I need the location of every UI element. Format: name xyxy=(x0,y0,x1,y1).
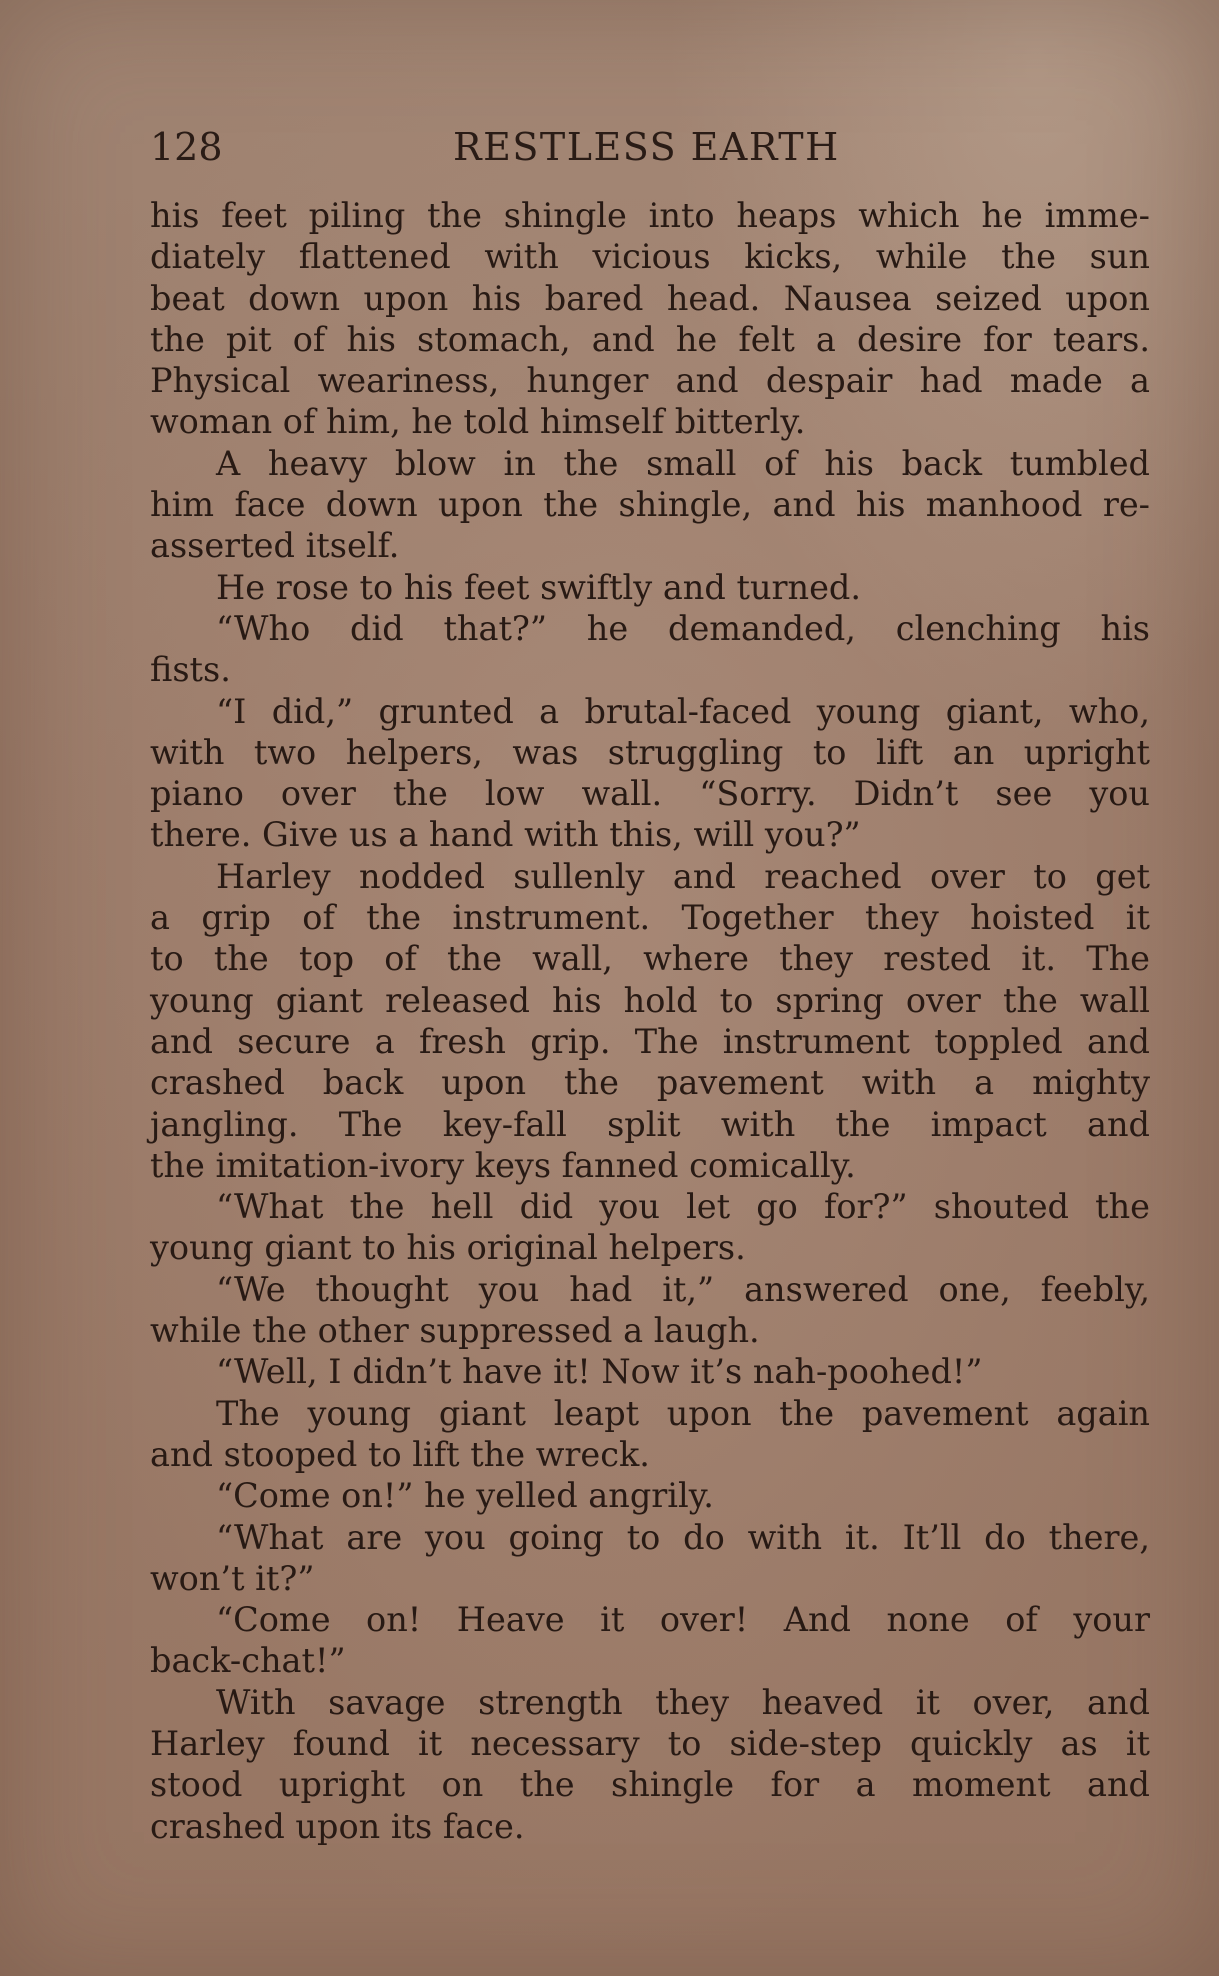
text-line: jangling. The key-fall split with the impact and xyxy=(150,1104,1150,1144)
text-line: fists. xyxy=(150,650,231,690)
text-line: young giant released his hold to spring over the wall xyxy=(150,980,1150,1020)
text-line: Harley found it necessary to side-step quickly as it xyxy=(150,1723,1150,1763)
text-line: and secure a fresh grip. The instrument toppled and xyxy=(150,1021,1150,1061)
text-line: there. Give us a hand with this, will you?” xyxy=(150,815,861,855)
text-line: “Who did that?” he demanded, clenching his xyxy=(216,608,1150,648)
page-number: 128 xyxy=(150,125,223,169)
text-line: “We thought you had it,” answered one, feebly, xyxy=(216,1269,1150,1309)
text-line: won’t it?” xyxy=(150,1558,315,1598)
text-line: With savage strength they heaved it over, and xyxy=(216,1682,1150,1722)
text-line: to the top of the wall, where they rested it. The xyxy=(150,939,1150,979)
text-line: “What are you going to do with it. It’ll do there, xyxy=(216,1517,1150,1557)
text-line: his feet piling the shingle into heaps which he imme- xyxy=(150,196,1150,235)
running-head: RESTLESS EARTH xyxy=(453,125,840,169)
text-line: Harley nodded sullenly and reached over to get xyxy=(216,856,1150,896)
text-line: Physical weariness, hunger and despair had made a xyxy=(150,361,1150,401)
text-line: “Come on! Heave it over! And none of your xyxy=(216,1600,1150,1640)
text-line: while the other suppressed a laugh. xyxy=(150,1311,760,1351)
text-line: The young giant leapt upon the pavement again xyxy=(216,1393,1150,1433)
text-line: with two helpers, was struggling to lift an upright xyxy=(150,732,1150,772)
text-line: crashed upon its face. xyxy=(150,1806,525,1846)
text-line: crashed back upon the pavement with a mighty xyxy=(150,1063,1150,1103)
text-line: stood upright on the shingle for a moment and xyxy=(150,1765,1150,1805)
text-line: woman of him, he told himself bitterly. xyxy=(150,402,806,442)
text-line: piano over the low wall. “Sorry. Didn’t see you xyxy=(150,774,1150,814)
text-line: young giant to his original helpers. xyxy=(150,1228,746,1268)
text-line: “Come on!” he yelled angrily. xyxy=(216,1476,714,1516)
text-line: and stooped to lift the wreck. xyxy=(150,1434,650,1474)
text-line: the imitation-ivory keys fanned comically. xyxy=(150,1145,856,1185)
body-text xyxy=(150,195,1150,1847)
text-line: beat down upon his bared head. Nausea seized upon xyxy=(150,278,1150,318)
text-line: “What the hell did you let go for?” shouted the xyxy=(216,1187,1150,1227)
text-line: back-chat!” xyxy=(150,1641,346,1681)
text-line: diately flattened with vicious kicks, while the sun xyxy=(150,237,1150,277)
text-line: “I did,” grunted a brutal-faced young giant, who, xyxy=(216,691,1150,731)
text-line: him face down upon the shingle, and his manhood re- xyxy=(150,485,1150,525)
text-line: asserted itself. xyxy=(150,526,400,566)
text-line: a grip of the instrument. Together they hoisted it xyxy=(150,898,1150,938)
text-line: He rose to his feet swiftly and turned. xyxy=(216,567,862,607)
text-line: “Well, I didn’t have it! Now it’s nah-poohed!” xyxy=(216,1352,983,1392)
page-header xyxy=(150,122,850,172)
text-line: A heavy blow in the small of his back tumbled xyxy=(216,443,1150,483)
text-line: the pit of his stomach, and he felt a desire for tears. xyxy=(150,319,1150,359)
